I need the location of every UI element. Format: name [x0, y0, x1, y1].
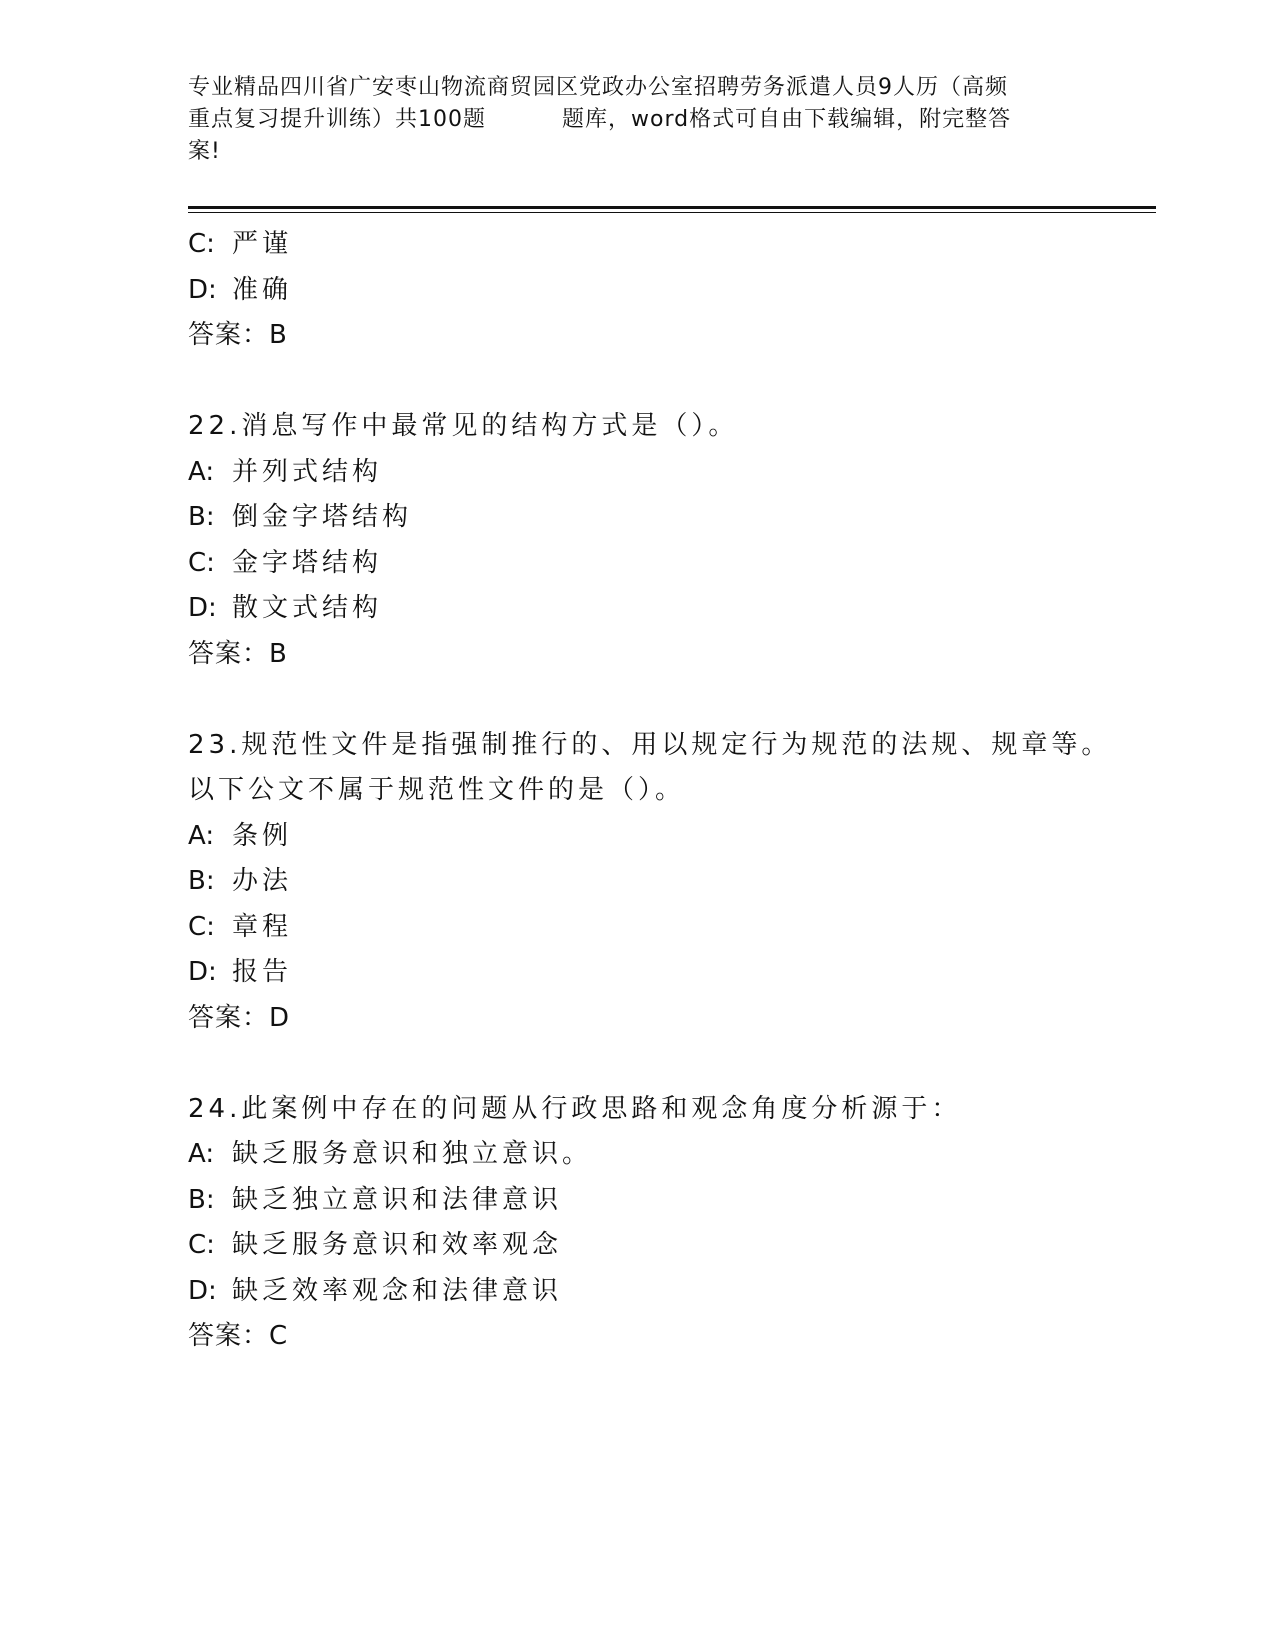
option-label: D: — [188, 1275, 217, 1306]
option-row — [188, 950, 1148, 996]
answer-line: 答案：B — [188, 320, 288, 350]
option-label: C: — [188, 911, 215, 942]
option-row — [188, 1132, 1148, 1178]
option-text: 倒金字塔结构 — [232, 502, 413, 532]
option-label: B: — [188, 1184, 215, 1215]
option-text: 报告 — [232, 957, 293, 987]
question-fragment — [188, 222, 1148, 359]
option-label: D: — [188, 957, 217, 987]
option-text: 严谨 — [232, 229, 293, 259]
option-text: 条例 — [232, 820, 293, 851]
option-label: A: — [188, 1139, 215, 1169]
header-line-2-part-2: 题库，word格式可自由下载编辑，附完整答 — [562, 107, 1012, 132]
question-24 — [188, 1087, 1148, 1360]
header-line-1: 专业精品四川省广安枣山物流商贸园区党政办公室招聘劳务派遣人员9人历（高频 — [188, 75, 1008, 100]
question-22 — [188, 404, 1148, 677]
option-row — [188, 586, 1148, 632]
option-label: B: — [188, 866, 215, 896]
option-row — [188, 541, 1148, 587]
question-stem-continued: 以下公文不属于规范性文件的是（）。 — [188, 775, 686, 805]
option-label: D: — [188, 274, 217, 305]
answer-line: 答案：C — [188, 1321, 289, 1351]
answer-line: 答案：D — [188, 1002, 291, 1033]
option-text: 缺乏效率观念和法律意识 — [232, 1275, 563, 1306]
option-label: C: — [188, 229, 215, 259]
option-label: A: — [188, 456, 215, 487]
question-23 — [188, 723, 1148, 1042]
header-divider-thick — [188, 206, 1156, 209]
option-row — [188, 495, 1148, 541]
option-text: 准确 — [232, 274, 293, 305]
option-label: C: — [188, 547, 215, 578]
header-divider-thin — [188, 212, 1156, 213]
question-stem: 23.规范性文件是指强制推行的、用以规定行为规范的法规、规章等。 — [188, 729, 1112, 760]
option-label: B: — [188, 502, 215, 532]
option-row — [188, 268, 1148, 314]
option-row — [188, 450, 1148, 496]
option-text: 缺乏独立意识和法律意识 — [232, 1184, 563, 1215]
answer-line: 答案：B — [188, 638, 288, 669]
document-header — [188, 72, 1088, 168]
question-stem: 24.此案例中存在的问题从行政思路和观念角度分析源于： — [188, 1093, 962, 1124]
option-text: 章程 — [232, 911, 293, 942]
option-label: C: — [188, 1230, 215, 1260]
option-text: 缺乏服务意识和独立意识。 — [232, 1139, 593, 1169]
option-row — [188, 222, 1148, 268]
question-list — [188, 222, 1148, 1360]
header-line-2 — [188, 104, 1088, 136]
option-row — [188, 1178, 1148, 1224]
option-text: 散文式结构 — [232, 593, 383, 623]
option-text: 办法 — [232, 866, 293, 896]
option-row — [188, 905, 1148, 951]
option-text: 金字塔结构 — [232, 547, 383, 578]
option-text: 并列式结构 — [232, 456, 383, 487]
option-row — [188, 1223, 1148, 1269]
option-row — [188, 1269, 1148, 1315]
question-stem: 22.消息写作中最常见的结构方式是（）。 — [188, 411, 739, 441]
header-line-3: 案! — [188, 139, 221, 164]
header-line-2-part-1: 重点复习提升训练）共100题 — [188, 107, 486, 132]
option-row — [188, 859, 1148, 905]
option-label: A: — [188, 820, 215, 851]
option-text: 缺乏服务意识和效率观念 — [232, 1230, 563, 1260]
option-row — [188, 814, 1148, 860]
option-label: D: — [188, 593, 217, 623]
